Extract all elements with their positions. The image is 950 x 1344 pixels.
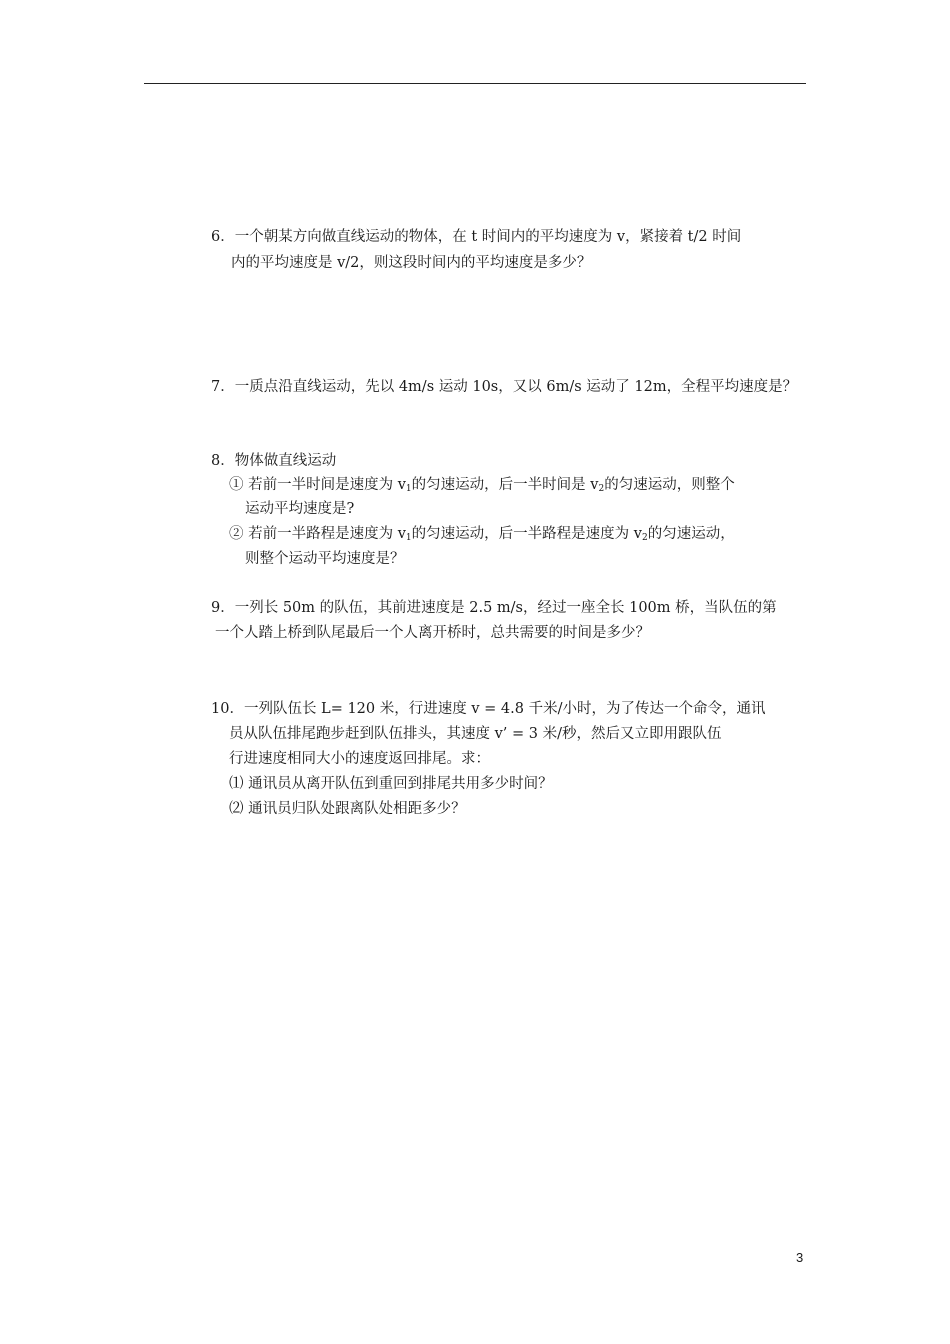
q8-p1-subscript-2: 2: [598, 484, 605, 494]
question-10-line-1: 10．一列队伍长 L= 120 米，行进速度 v = 4.8 千米/小时，为了传达一个命令，通讯: [211, 701, 766, 717]
q8-p2-text-b: 的匀速运动，后一半路程是速度为 v: [411, 526, 642, 542]
q8-p2-text-a: ② 若前一半路程是速度为 v: [229, 526, 406, 542]
q8-p2-subscript-1: 1: [405, 533, 412, 543]
q8-p2-subscript-2: 2: [641, 533, 648, 543]
header-rule: [144, 83, 806, 84]
question-8-part-1-line-2: 运动平均速度是?: [245, 501, 355, 517]
question-7-line-1: 7．一质点沿直线运动，先以 4m/s 运动 10s，又以 6m/s 运动了 12m，全程平均速度是？: [211, 379, 798, 395]
q8-p1-subscript-1: 1: [405, 484, 412, 494]
question-9-line-2: 一个人踏上桥到队尾最后一个人离开桥时，总共需要的时间是多少？: [215, 625, 650, 641]
question-9-line-1: 9．一列长 50m 的队伍，其前进速度是 2.5 m/s，经过一座全长 100m 桥，当队伍的第: [211, 600, 777, 616]
question-10-sub-1: ⑴ 通讯员从离开队伍到重回到排尾共用多少时间？: [229, 776, 553, 792]
q8-p2-text-c: 的匀速运动，: [647, 526, 735, 542]
question-8-title: 8．物体做直线运动: [211, 453, 337, 469]
question-6-line-1: 6．一个朝某方向做直线运动的物体，在 t 时间内的平均速度为 v，紧接着 t/2 时间: [211, 229, 742, 245]
question-8-part-2: [229, 524, 735, 548]
question-10-sub-2: ⑵ 通讯员归队处跟离队处相距多少？: [229, 801, 466, 817]
q8-p1-text-c: 的匀速运动，则整个: [604, 477, 735, 493]
page-number: 3: [796, 1250, 804, 1265]
question-10-line-3: 行进速度相同大小的速度返回排尾。求：: [229, 751, 490, 767]
question-10-line-2: 员从队伍排尾跑步赶到队伍排头，其速度 v’ = 3 米/秒，然后又立即用跟队伍: [229, 726, 722, 742]
question-8-part-1: [229, 475, 735, 499]
q8-p1-text-b: 的匀速运动，后一半时间是 v: [411, 477, 599, 493]
q8-p1-text-a: ① 若前一半时间是速度为 v: [229, 477, 406, 493]
question-8-part-2-line-2: 则整个运动平均速度是？: [245, 551, 405, 567]
question-6-line-2: 内的平均速度是 v/2，则这段时间内的平均速度是多少？: [231, 255, 592, 271]
